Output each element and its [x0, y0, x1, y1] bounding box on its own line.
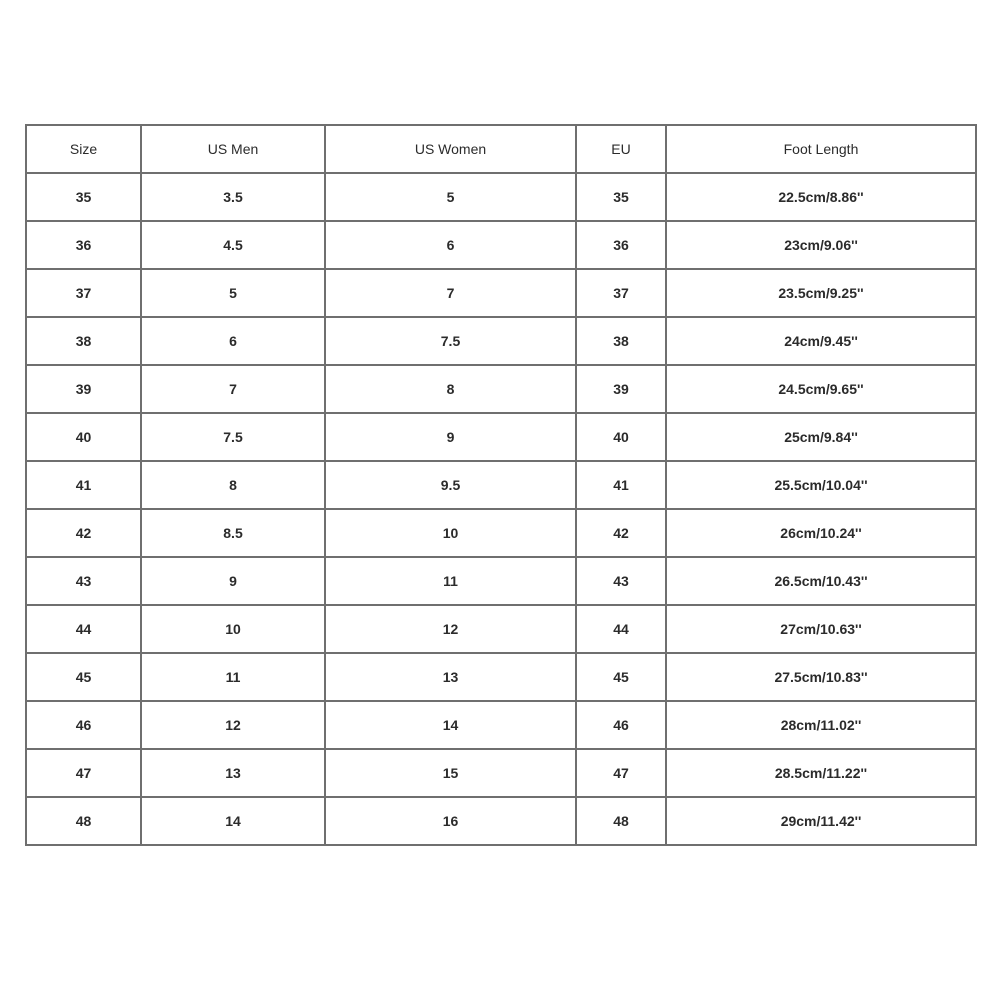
cell-foot-length: 27cm/10.63''	[666, 605, 976, 653]
cell-size: 41	[26, 461, 141, 509]
cell-eu: 48	[576, 797, 666, 845]
cell-us-women: 13	[325, 653, 576, 701]
cell-foot-length: 26.5cm/10.43''	[666, 557, 976, 605]
cell-us-women: 15	[325, 749, 576, 797]
cell-us-women: 9	[325, 413, 576, 461]
cell-eu: 42	[576, 509, 666, 557]
cell-eu: 43	[576, 557, 666, 605]
cell-us-men: 10	[141, 605, 325, 653]
cell-foot-length: 25cm/9.84''	[666, 413, 976, 461]
cell-us-women: 11	[325, 557, 576, 605]
cell-us-women: 9.5	[325, 461, 576, 509]
cell-eu: 40	[576, 413, 666, 461]
cell-size: 37	[26, 269, 141, 317]
cell-us-men: 4.5	[141, 221, 325, 269]
header-size: Size	[26, 125, 141, 173]
cell-eu: 44	[576, 605, 666, 653]
table-row	[26, 365, 976, 413]
table-row	[26, 269, 976, 317]
table-row	[26, 701, 976, 749]
cell-eu: 41	[576, 461, 666, 509]
cell-foot-length: 27.5cm/10.83''	[666, 653, 976, 701]
cell-us-women: 8	[325, 365, 576, 413]
cell-size: 36	[26, 221, 141, 269]
header-row	[26, 125, 976, 173]
table-row	[26, 461, 976, 509]
table-row	[26, 221, 976, 269]
cell-size: 48	[26, 797, 141, 845]
cell-size: 45	[26, 653, 141, 701]
cell-us-men: 3.5	[141, 173, 325, 221]
table-row	[26, 413, 976, 461]
header-us-women: US Women	[325, 125, 576, 173]
cell-size: 44	[26, 605, 141, 653]
cell-foot-length: 28.5cm/11.22''	[666, 749, 976, 797]
cell-us-women: 6	[325, 221, 576, 269]
cell-us-men: 5	[141, 269, 325, 317]
table-row	[26, 797, 976, 845]
cell-foot-length: 24cm/9.45''	[666, 317, 976, 365]
header-foot-length: Foot Length	[666, 125, 976, 173]
size-chart-table	[25, 124, 977, 846]
cell-us-women: 12	[325, 605, 576, 653]
cell-us-men: 7.5	[141, 413, 325, 461]
cell-size: 35	[26, 173, 141, 221]
cell-us-men: 7	[141, 365, 325, 413]
cell-foot-length: 24.5cm/9.65''	[666, 365, 976, 413]
cell-foot-length: 25.5cm/10.04''	[666, 461, 976, 509]
cell-eu: 47	[576, 749, 666, 797]
table-row	[26, 557, 976, 605]
cell-eu: 46	[576, 701, 666, 749]
cell-size: 40	[26, 413, 141, 461]
table-row	[26, 509, 976, 557]
cell-eu: 37	[576, 269, 666, 317]
cell-us-women: 7	[325, 269, 576, 317]
table-row	[26, 749, 976, 797]
cell-us-men: 9	[141, 557, 325, 605]
cell-us-women: 7.5	[325, 317, 576, 365]
cell-us-men: 8	[141, 461, 325, 509]
table-row	[26, 173, 976, 221]
cell-eu: 36	[576, 221, 666, 269]
cell-eu: 38	[576, 317, 666, 365]
table-header	[26, 125, 976, 173]
cell-foot-length: 22.5cm/8.86''	[666, 173, 976, 221]
table-body	[26, 173, 976, 845]
header-eu: EU	[576, 125, 666, 173]
cell-us-men: 6	[141, 317, 325, 365]
cell-foot-length: 23.5cm/9.25''	[666, 269, 976, 317]
cell-size: 46	[26, 701, 141, 749]
cell-foot-length: 23cm/9.06''	[666, 221, 976, 269]
cell-us-men: 12	[141, 701, 325, 749]
cell-eu: 45	[576, 653, 666, 701]
table-row	[26, 317, 976, 365]
cell-us-women: 5	[325, 173, 576, 221]
cell-us-men: 11	[141, 653, 325, 701]
header-us-men: US Men	[141, 125, 325, 173]
cell-us-men: 13	[141, 749, 325, 797]
cell-foot-length: 28cm/11.02''	[666, 701, 976, 749]
cell-size: 42	[26, 509, 141, 557]
cell-us-women: 16	[325, 797, 576, 845]
cell-size: 38	[26, 317, 141, 365]
cell-us-men: 8.5	[141, 509, 325, 557]
cell-size: 43	[26, 557, 141, 605]
cell-eu: 35	[576, 173, 666, 221]
cell-foot-length: 29cm/11.42''	[666, 797, 976, 845]
cell-size: 47	[26, 749, 141, 797]
table-row	[26, 653, 976, 701]
cell-size: 39	[26, 365, 141, 413]
cell-eu: 39	[576, 365, 666, 413]
cell-us-women: 14	[325, 701, 576, 749]
table-row	[26, 605, 976, 653]
cell-us-women: 10	[325, 509, 576, 557]
cell-us-men: 14	[141, 797, 325, 845]
cell-foot-length: 26cm/10.24''	[666, 509, 976, 557]
